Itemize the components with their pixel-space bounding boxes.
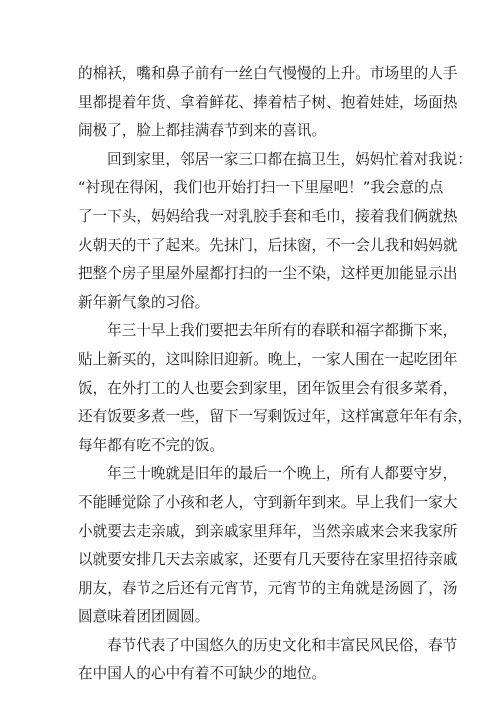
text-line: 贴上新买的，这叫除旧迎新。晚上，一家人围在一起吃团年 [78,350,458,368]
text-line: 回到家里，邻居一家三口都在搞卫生，妈妈忙着对我说： [107,150,472,168]
text-line: 把整个房子里屋外屋都打扫的一尘不染，这样更加能显示出 [78,265,458,283]
text-line: “衬现在得闲，我们也开始打扫一下里屋吧！”我会意的点 [78,179,444,197]
text-line: 在中国人的心中有着不可缺少的地位。 [78,665,327,683]
text-line: 小就要去走亲戚，到亲戚家里拜年，当然亲戚来会来我家所 [78,522,458,540]
text-line: 闹极了，脸上都挂满春节到来的喜讯。 [78,122,327,140]
text-line: 饭，在外打工的人也要会到家里，团年饭里会有很多菜肴， [78,379,458,397]
text-line: 里都提着年货、拿着鲜花、捧着桔子树、抱着娃娃，场面热 [78,93,458,111]
text-line: 火朝天的干了起来。先抹门，后抹窗，不一会儿我和妈妈就 [78,236,458,254]
text-line: 春节代表了中国悠久的历史文化和丰富民风民俗，春节 [107,636,458,654]
text-line: 的棉袄，嘴和鼻子前有一丝白气慢慢的上升。市场里的人手 [78,65,458,82]
text-line: 每年都有吃不完的饭。 [78,436,224,454]
text-line: 年三十早上我们要把去年所有的春联和福字都撕下来， [107,322,458,340]
text-line: 年三十晚就是旧年的最后一个晚上，所有人都要守岁， [107,465,458,483]
essay-body [78,60,473,689]
text-line: 以就要安排几天去亲戚家，还要有几天要待在家里招待亲戚 [78,551,458,569]
text-line: 还有饭要多煮一些，留下一写剩饭过年，这样寓意年年有余， [78,408,473,426]
text-line: 朋友，春节之后还有元宵节，元宵节的主角就是汤圆了，汤 [78,579,458,597]
text-line: 圆意味着团团圆圆。 [78,608,210,626]
text-line: 新年新气象的习俗。 [78,293,210,311]
text-line: 不能睡觉除了小孩和老人，守到新年到来。早上我们一家大 [78,493,458,511]
text-line: 了一下头，妈妈给我一对乳胶手套和毛巾，接着我们俩就热 [78,207,458,225]
